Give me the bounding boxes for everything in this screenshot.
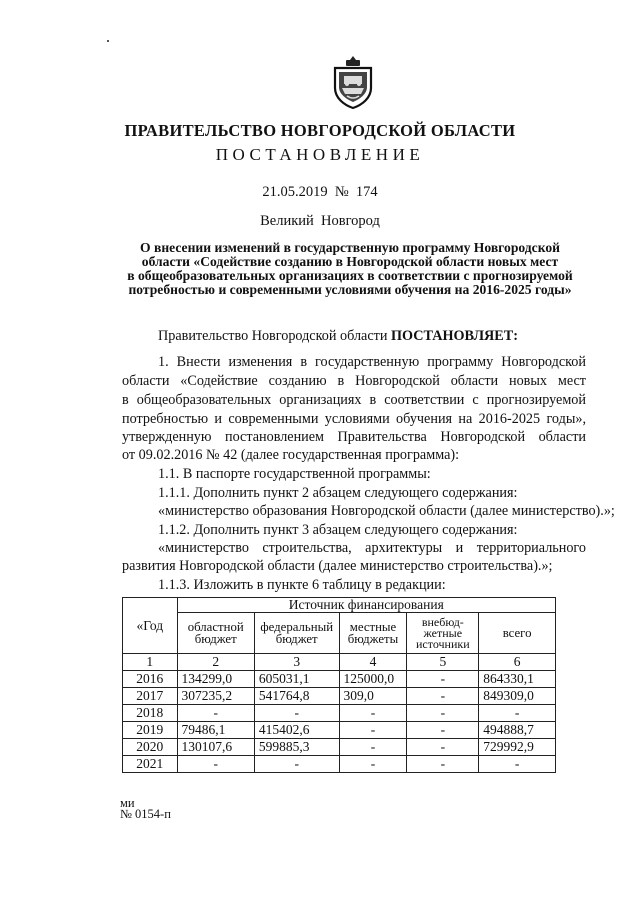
col-number: 6 (479, 654, 556, 671)
table-cell: - (177, 756, 254, 773)
date-number: 21.05.2019 № 174 (262, 184, 378, 200)
government-name: ПРАВИТЕЛЬСТВО НОВГОРОДСКОЙ ОБЛАСТИ (124, 121, 516, 140)
col-header-federal: федеральный бюджет (254, 613, 339, 654)
scan-speck (107, 40, 109, 42)
table-cell: 494888,7 (479, 722, 556, 739)
table-cell: - (254, 705, 339, 722)
table-cell: 125000,0 (339, 671, 407, 688)
col-header-extrabudget: внебюд- жетные источники (407, 613, 479, 654)
financing-table (122, 597, 556, 773)
body-line: развития Новгородской области (далее министерство строительства).»; (122, 558, 553, 574)
table-row (123, 756, 556, 773)
title-line: потребностью и современными условиями обучения на 2016-2025 годы» (128, 282, 572, 297)
table-cell: - (339, 739, 407, 756)
body-line: «министерство образования Новгородской области (далее министерство).»; (158, 503, 615, 519)
table-cell: - (479, 756, 556, 773)
group-header: Источник финансирования (177, 598, 555, 613)
table-cell: 130107,6 (177, 739, 254, 756)
table-cell: 541764,8 (254, 688, 339, 705)
col-number: 1 (123, 654, 178, 671)
table-cell: 2020 (123, 739, 178, 756)
title-line: области «Содействие созданию в Новгородской области новых мест (141, 254, 559, 269)
document-type: ПОСТАНОВЛЕНИЕ (215, 145, 425, 164)
table-cell: 599885,3 (254, 739, 339, 756)
intro-line (158, 327, 518, 345)
table-cell: 2017 (123, 688, 178, 705)
document-title (100, 241, 600, 297)
table-header-row (123, 598, 556, 613)
table-cell: 729992,9 (479, 739, 556, 756)
body-line: 1.1.2. Дополнить пункт 3 абзацем следующего содержания: (158, 522, 518, 538)
table-cell: 864330,1 (479, 671, 556, 688)
table-cell: - (407, 705, 479, 722)
col-number-row (123, 654, 556, 671)
table-cell: 2018 (123, 705, 178, 722)
table-row (123, 722, 556, 739)
table-cell: - (339, 722, 407, 739)
table-row (123, 688, 556, 705)
table-row (123, 739, 556, 756)
table-cell: - (177, 705, 254, 722)
table-cell: - (407, 671, 479, 688)
body-line: утвержденную постановлением Правительства Новгородской области (122, 429, 586, 445)
coat-of-arms-icon (329, 54, 377, 110)
table-row (123, 671, 556, 688)
col-number: 2 (177, 654, 254, 671)
table-cell: - (407, 722, 479, 739)
body-line: от 09.02.2016 № 42 (далее государственная программа): (122, 447, 460, 463)
year-header: «Год (123, 598, 178, 654)
table-cell: 2021 (123, 756, 178, 773)
title-line: в общеобразовательных организациях в соответствии с прогнозируемой (127, 268, 573, 283)
intro-text: Правительство Новгородской области (158, 328, 391, 344)
city: Великий Новгород (260, 213, 380, 229)
table-cell: 415402,6 (254, 722, 339, 739)
body-line: 1.1.1. Дополнить пункт 2 абзацем следующего содержания: (158, 485, 518, 501)
body-line: 1.1.3. Изложить в пункте 6 таблицу в редакции: (158, 577, 446, 593)
table-cell: - (479, 705, 556, 722)
table-cell: 2019 (123, 722, 178, 739)
body-line: в общеобразовательных организациях в соответствии с прогнозируемой (122, 392, 586, 408)
table-cell: - (339, 705, 407, 722)
table-cell: - (254, 756, 339, 773)
table-cell: 79486,1 (177, 722, 254, 739)
table-subheader-row (123, 613, 556, 654)
col-header-local: местные бюджеты (339, 613, 407, 654)
body-line: 1. Внести изменения в государственную программу Новгородской (158, 354, 586, 370)
table-cell: 605031,1 (254, 671, 339, 688)
col-header-total: всего (479, 613, 556, 654)
table-cell: 2016 (123, 671, 178, 688)
body-line: потребностью и современными условиями обучения на 2016-2025 годы», (122, 411, 586, 427)
table-cell: 849309,0 (479, 688, 556, 705)
col-number: 5 (407, 654, 479, 671)
body-line: 1.1. В паспорте государственной программы: (158, 466, 431, 482)
footer-initials: ми (120, 796, 135, 810)
intro-bold: ПОСТАНОВЛЯЕТ: (390, 328, 518, 344)
col-header-regional: областной бюджет (177, 613, 254, 654)
table-cell: - (407, 756, 479, 773)
table-cell: - (339, 756, 407, 773)
table-row (123, 705, 556, 722)
table-cell: 134299,0 (177, 671, 254, 688)
footer-number: № 0154-п (120, 807, 171, 821)
table-cell: - (407, 739, 479, 756)
col-number: 4 (339, 654, 407, 671)
table-cell: 307235,2 (177, 688, 254, 705)
table-cell: 309,0 (339, 688, 407, 705)
table-cell: - (407, 688, 479, 705)
title-line: О внесении изменений в государственную программу Новгородской (140, 240, 560, 255)
body-line: «министерство строительства, архитектуры и территориального (158, 540, 586, 556)
body-line: области «Содействие созданию в Новгородской области новых мест (122, 373, 586, 389)
col-number: 3 (254, 654, 339, 671)
